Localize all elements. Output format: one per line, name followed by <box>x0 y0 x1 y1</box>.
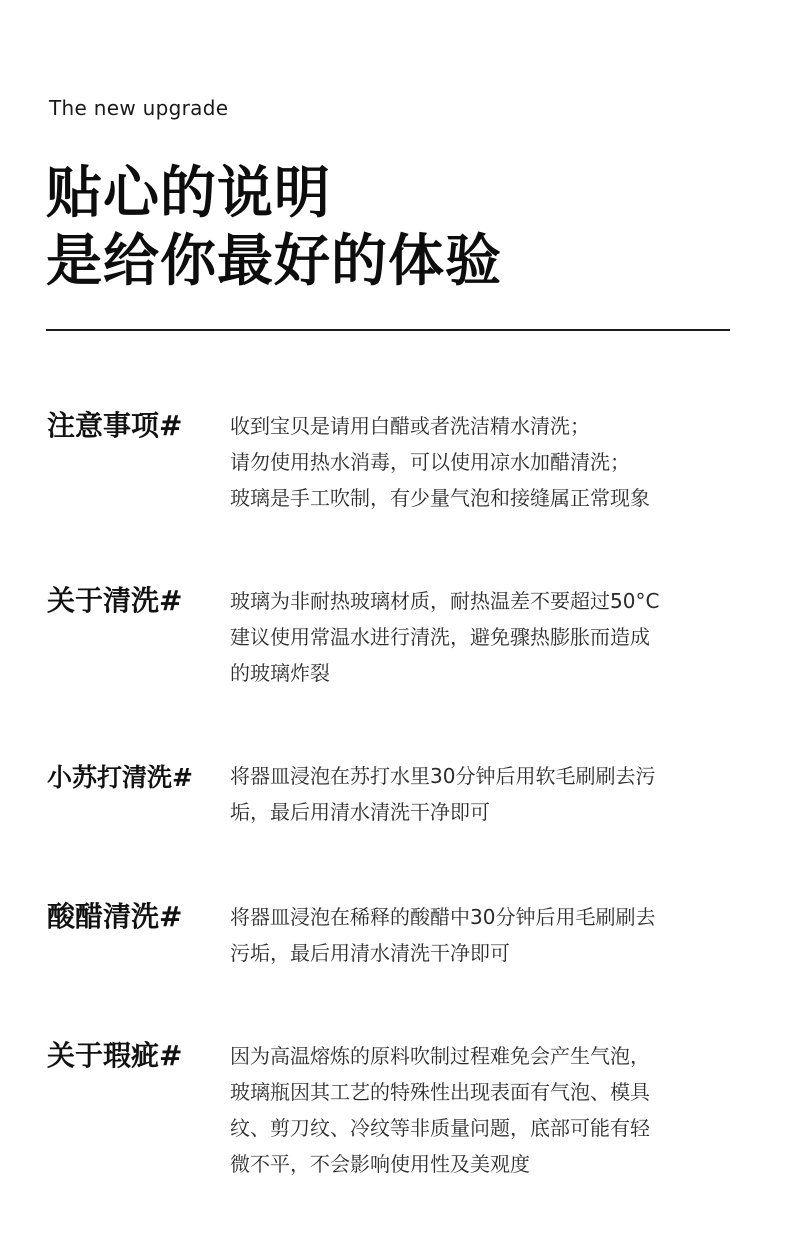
section-title: 关于瑕疵# <box>47 1039 183 1072</box>
body-line: 微不平，不会影响使用性及美观度 <box>230 1152 530 1176</box>
body-line: 玻璃瓶因其工艺的特殊性出现表面有气泡、模具 <box>230 1080 650 1104</box>
body-line: 纹、剪刀纹、冷纹等非质量问题，底部可能有轻 <box>230 1116 650 1140</box>
section-title: 关于清洗# <box>47 584 183 617</box>
section-body <box>230 1038 700 1182</box>
body-line: 将器皿浸泡在稀释的酸醋中30分钟后用毛刷刷去 <box>230 905 656 929</box>
section-body <box>230 583 700 691</box>
section-title: 酸醋清洗# <box>47 900 183 933</box>
body-line: 请勿使用热水消毒，可以使用凉水加醋清洗； <box>230 450 630 474</box>
section-title: 小苏打清洗# <box>47 763 193 792</box>
body-line: 因为高温熔炼的原料吹制过程难免会产生气泡， <box>230 1044 650 1068</box>
section-body <box>230 758 700 830</box>
section-body <box>230 408 700 516</box>
body-line: 的玻璃炸裂 <box>230 661 330 685</box>
body-line: 建议使用常温水进行清洗，避免骤热膨胀而造成 <box>230 625 650 649</box>
divider <box>46 329 730 331</box>
subtitle: The new upgrade <box>49 96 229 120</box>
body-line: 污垢，最后用清水清洗干净即可 <box>230 941 510 965</box>
body-line: 收到宝贝是请用白醋或者洗洁精水清洗； <box>230 414 590 438</box>
body-line: 玻璃为非耐热玻璃材质，耐热温差不要超过50°C <box>230 589 660 613</box>
body-line: 将器皿浸泡在苏打水里30分钟后用软毛刷刷去污 <box>230 764 656 788</box>
body-line: 玻璃是手工吹制，有少量气泡和接缝属正常现象 <box>230 486 650 510</box>
section-body <box>230 899 700 971</box>
body-line: 垢，最后用清水清洗干净即可 <box>230 800 490 824</box>
headline-line-2: 是给你最好的体验 <box>46 229 502 294</box>
section-title: 注意事项# <box>47 409 183 442</box>
headline-line-1: 贴心的说明 <box>46 161 331 226</box>
